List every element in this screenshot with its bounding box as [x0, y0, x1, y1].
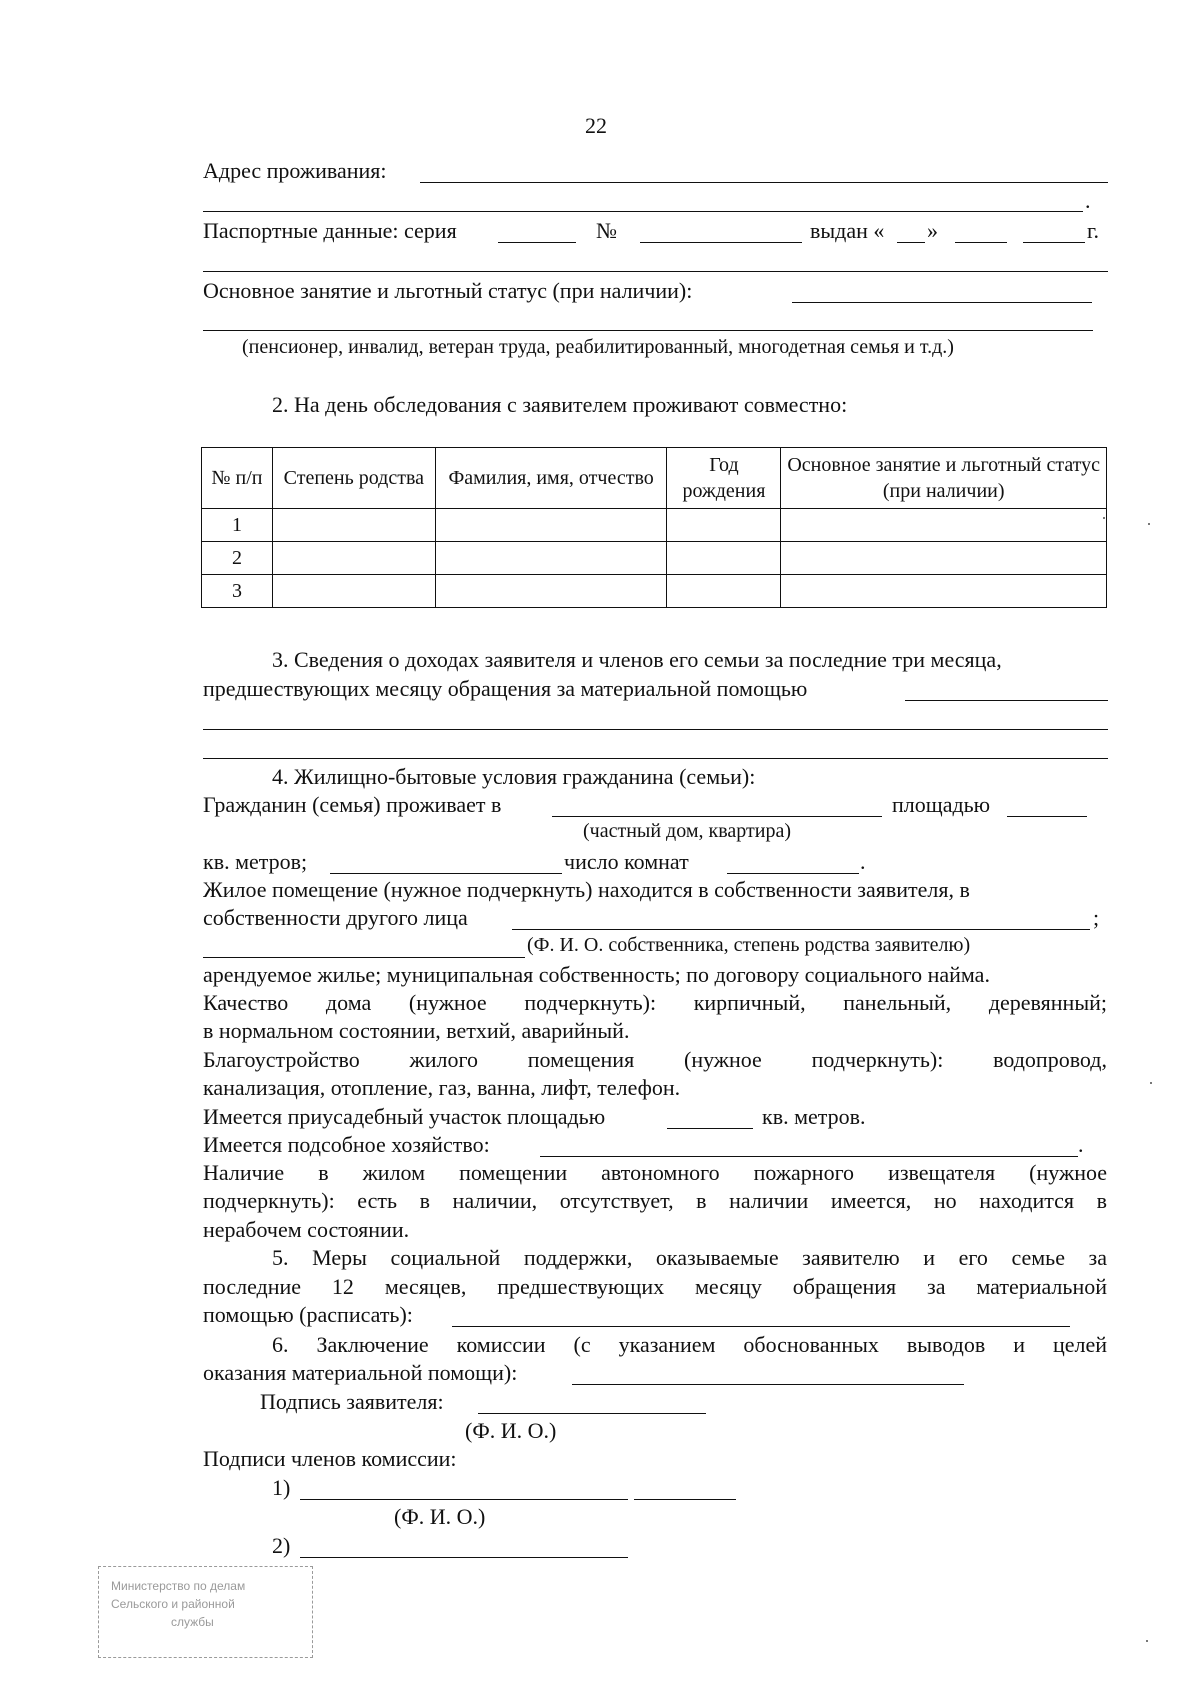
- col-birth-year-header: Год рождения: [667, 448, 781, 509]
- sq-meters-label: кв. метров;: [203, 849, 308, 874]
- ownership-text: Жилое помещение (нужное подчеркнуть) находится в собственности заявителя, в: [203, 877, 970, 902]
- income-field[interactable]: [905, 700, 1108, 701]
- col-number-header: № п/п: [202, 448, 273, 509]
- page-number: 22: [585, 113, 607, 138]
- occupation-field-2[interactable]: [203, 330, 1093, 331]
- other-owner-label: собственности другого лица: [203, 905, 468, 930]
- rooms-label: число комнат: [564, 849, 689, 874]
- lives-in-label: Гражданин (семья) проживает в: [203, 792, 502, 817]
- table-cell[interactable]: [272, 575, 435, 608]
- scan-speck: [1150, 1082, 1152, 1084]
- row-number: 2: [202, 542, 273, 575]
- amenities-text-1: Благоустройство жилого помещения (нужное подчеркнуть): водопровод,: [203, 1047, 1107, 1072]
- table-row: [202, 509, 1107, 542]
- owner-name-field[interactable]: [203, 957, 525, 958]
- house-quality-text: Качество дома (нужное подчеркнуть): кирпичный, панельный, деревянный;: [203, 990, 1107, 1015]
- section4-title: 4. Жилищно-бытовые условия гражданина (семьи):: [272, 764, 756, 789]
- section6-line2: оказания материальной помощи):: [203, 1360, 518, 1385]
- section5-line2: последние 12 месяцев, предшествующих месяцу обращения за материальной: [203, 1274, 1107, 1299]
- table-cell[interactable]: [781, 509, 1107, 542]
- passport-issued-year-field[interactable]: [1023, 242, 1085, 243]
- table-cell[interactable]: [781, 575, 1107, 608]
- housing-type-field[interactable]: [552, 816, 882, 817]
- amenities-text-2: канализация, отопление, газ, ванна, лифт, телефон.: [203, 1075, 681, 1100]
- passport-issued-label: выдан «: [810, 218, 885, 243]
- area-field[interactable]: [1007, 816, 1087, 817]
- address-field[interactable]: [420, 182, 1108, 183]
- rent-text: арендуемое жилье; муниципальная собственность; по договору социального найма.: [203, 962, 990, 987]
- passport-year-label: г.: [1087, 218, 1100, 243]
- passport-label: Паспортные данные: серия: [203, 218, 457, 243]
- occupation-note: (пенсионер, инвалид, ветеран труда, реабилитированный, многодетная семья и т.д.): [242, 336, 954, 358]
- owner-hint: (Ф. И. О. собственника, степень родства заявителю): [527, 934, 971, 956]
- col-occupation-header: Основное занятие и льготный статус (при наличии): [781, 448, 1107, 509]
- table-cell[interactable]: [272, 542, 435, 575]
- income-field-2[interactable]: [203, 729, 1108, 730]
- row-number: 3: [202, 575, 273, 608]
- scan-speck: [1146, 1640, 1148, 1642]
- address-label: Адрес проживания:: [203, 158, 387, 183]
- detector-text-2: подчеркнуть): есть в наличии, отсутствует, в наличии имеется, но находится в: [203, 1188, 1107, 1213]
- support-measures-field[interactable]: [452, 1326, 1070, 1327]
- table-cell[interactable]: [435, 509, 667, 542]
- member1-fio-hint: (Ф. И. О.): [394, 1504, 486, 1529]
- row-number: 1: [202, 509, 273, 542]
- table-cell[interactable]: [435, 542, 667, 575]
- farm-label: Имеется подсобное хозяйство:: [203, 1132, 490, 1157]
- scan-speck: [1148, 523, 1150, 525]
- section2-title: 2. На день обследования с заявителем проживают совместно:: [272, 392, 848, 417]
- stamp-line-1: Министерство по делам: [111, 1579, 246, 1593]
- applicant-fio-hint: (Ф. И. О.): [465, 1418, 557, 1443]
- table-cell[interactable]: [667, 509, 781, 542]
- plot-label: Имеется приусадебный участок площадью: [203, 1104, 606, 1129]
- table-cell[interactable]: [272, 509, 435, 542]
- member2-name-field[interactable]: [300, 1557, 628, 1558]
- farm-dot: .: [1078, 1132, 1084, 1157]
- detector-text-3: нерабочем состоянии.: [203, 1217, 410, 1242]
- section6-line1: 6. Заключение комиссии (с указанием обоснованных выводов и целей: [272, 1332, 1107, 1357]
- stamp-line-3: службы: [171, 1615, 214, 1629]
- applicant-signature-label: Подпись заявителя:: [260, 1389, 444, 1414]
- address-end-dot: .: [1085, 188, 1091, 213]
- housing-type-hint: (частный дом, квартира): [583, 820, 791, 842]
- member1-signature-field[interactable]: [634, 1499, 736, 1500]
- passport-issued-close: »: [927, 218, 938, 243]
- occupation-field[interactable]: [792, 302, 1092, 303]
- col-name-header: Фамилия, имя, отчество: [435, 448, 667, 509]
- section5-line1: 5. Меры социальной поддержки, оказываемые заявителю и его семье за: [272, 1245, 1107, 1270]
- commission-conclusion-field[interactable]: [572, 1384, 964, 1385]
- table-cell[interactable]: [435, 575, 667, 608]
- section5-line3: помощью (расписать):: [203, 1302, 413, 1327]
- other-owner-field[interactable]: [512, 929, 1090, 930]
- table-cell[interactable]: [667, 575, 781, 608]
- member1-label: 1): [272, 1475, 291, 1500]
- passport-number-field[interactable]: [640, 242, 802, 243]
- occupation-label: Основное занятие и льготный статус (при наличии):: [203, 278, 693, 303]
- scan-speck: [1103, 517, 1105, 519]
- sq-meters-field[interactable]: [330, 873, 562, 874]
- passport-number-label: №: [596, 218, 617, 243]
- other-owner-semicolon: ;: [1093, 905, 1100, 930]
- passport-field-2[interactable]: [203, 271, 1108, 272]
- passport-series-field[interactable]: [498, 242, 576, 243]
- rooms-field[interactable]: [727, 873, 859, 874]
- plot-unit-label: кв. метров.: [762, 1104, 866, 1129]
- house-condition-text: в нормальном состоянии, ветхий, аварийный.: [203, 1018, 630, 1043]
- farm-field[interactable]: [540, 1156, 1078, 1157]
- passport-issued-day-field[interactable]: [897, 242, 925, 243]
- table-cell[interactable]: [781, 542, 1107, 575]
- col-relation-header: Степень родства: [272, 448, 435, 509]
- stamp-line-2: Сельского и районной: [111, 1597, 235, 1611]
- plot-area-field[interactable]: [667, 1128, 753, 1129]
- table-header-row: [202, 448, 1107, 509]
- passport-issued-month-field[interactable]: [955, 242, 1007, 243]
- section3-line2: предшествующих месяцу обращения за материальной помощью: [203, 676, 808, 701]
- table-cell[interactable]: [667, 542, 781, 575]
- section3-line1: 3. Сведения о доходах заявителя и членов его семьи за последние три месяца,: [272, 647, 1002, 672]
- applicant-signature-field[interactable]: [478, 1413, 706, 1414]
- area-label: площадью: [892, 792, 991, 817]
- faint-stamp: [98, 1566, 313, 1658]
- table-row: [202, 542, 1107, 575]
- address-field-2[interactable]: [203, 211, 1083, 212]
- rooms-dot: .: [860, 849, 866, 874]
- member2-label: 2): [272, 1533, 291, 1558]
- table-row: [202, 575, 1107, 608]
- income-field-3[interactable]: [203, 758, 1108, 759]
- cohabitants-table: [201, 447, 1107, 608]
- detector-text-1: Наличие в жилом помещении автономного пожарного извещателя (нужное: [203, 1160, 1107, 1185]
- commission-signatures-label: Подписи членов комиссии:: [203, 1446, 457, 1471]
- member1-name-field[interactable]: [300, 1499, 628, 1500]
